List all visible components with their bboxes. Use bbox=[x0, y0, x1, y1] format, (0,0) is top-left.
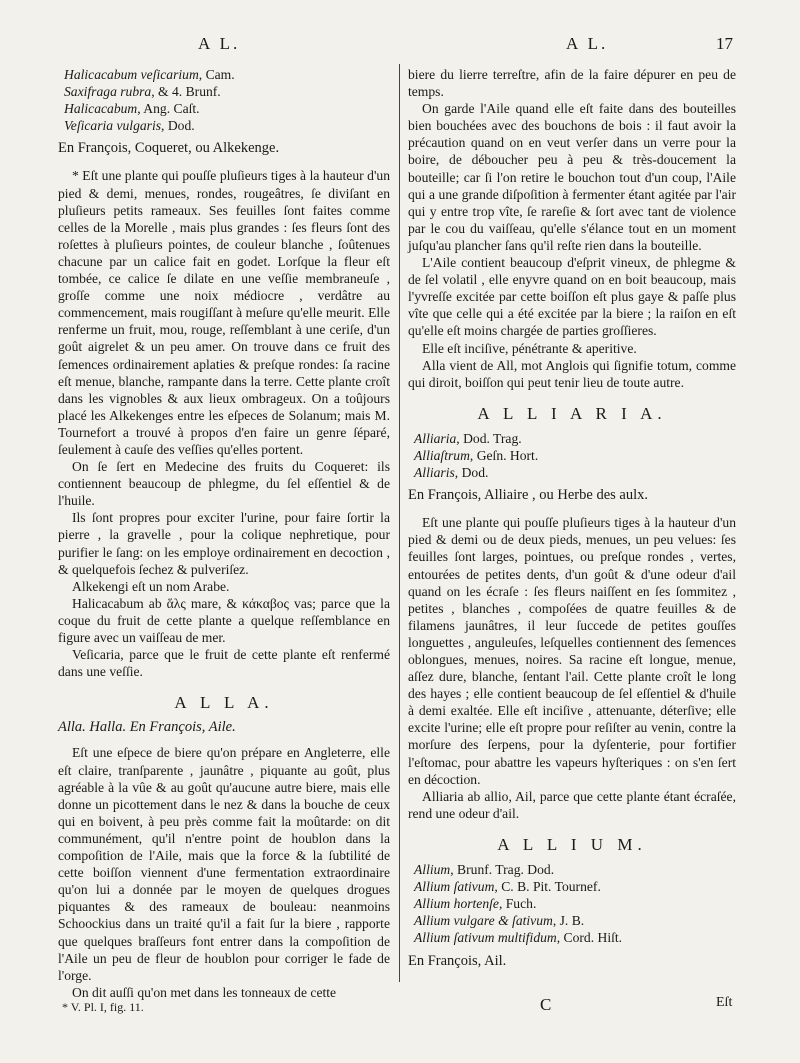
synonym-line: Allium ſativum multifidum, Cord. Hiſt. bbox=[414, 930, 623, 946]
paragraph: Alliaria ab allio, Ail, parce que cette plante étant écraſée, rend une odeur d'ail. bbox=[408, 788, 736, 821]
synonym-line: Alliaria, Dod. Trag. bbox=[414, 430, 522, 446]
paragraph: Elle eſt inciſive, pénétrante & aperitive. bbox=[422, 340, 637, 356]
synonym-line: Veſicaria vulgaris, Dod. bbox=[64, 118, 195, 134]
paragraph: biere du lierre terreſtre, afin de la faire dépurer en peu de temps. bbox=[408, 67, 736, 100]
left-column bbox=[58, 66, 390, 1001]
synonym-line: Halicacabum veſicarium, Cam. bbox=[64, 67, 235, 82]
synonym-line: Allium hortenſe, Fuch. bbox=[414, 896, 537, 912]
entry-heading-alla: A L L A. bbox=[174, 693, 274, 713]
page-number: 17 bbox=[716, 34, 733, 53]
paragraph: On garde l'Aile quand elle eſt faite dans des bouteilles bien bouchées avec des bouchons de bois : il faut avoir la précaution quand on en veut verſer dans un verre pour la boire, de déboucher peu à peu & très-doucement la bouteille; car ſi l'on retire le bouchon tout d'un coup, l'Aile qui a une grande diſpoſition à fermenter étant agitée par l'air qui y entre trop vîte, ſe rareſie & ſort avec tant de violence par le cou du vaiſſeau, qu'elle s'élance tout en un moment juſqu'au plancher ſans qu'il reſte rien dans la bouteille. bbox=[408, 101, 736, 253]
paragraph: Eſt une eſpece de biere qu'on prépare en Angleterre, elle eſt claire, tranſparente , jaunâtre , piquante au goût, plus agréable à la vûe & au goût qu'aucune autre biere, mais elle donne un picottement dans le nez & dans la bouche de ceux qui en boivent, à peu près comme fait la moûtarde: on dit communément, qu'il n'entre point de houblon dans la compoſition de l'Aile, mais que la force & la ſubtilité de cette boiſſon viennent d'une fermentation extraordinaire qu'on lui a donnée par le moyen de quelques drogues piquantes & des rameaux de bouleau: neanmoins Schoockius dans un traité qu'il a fait ſur la biere , rapporte que quelques braſſeurs font entrer dans la compoſition de l'Aile un peu de fleur de houblon pour corriger le fade de l'orge. bbox=[58, 745, 390, 983]
entry-heading-alliaria: A L L I A R I A. bbox=[477, 403, 667, 423]
french-name: En François, Alliaire , ou Herbe des aulx. bbox=[408, 487, 648, 504]
signature-mark: C bbox=[540, 995, 552, 1014]
running-head-right: A L. bbox=[566, 34, 609, 53]
paragraph: Alla vient de All, mot Anglois qui ſignifie totum, comme qui diroit, boiſſon qui peut tenir lieu de toute autre. bbox=[408, 357, 736, 390]
paragraph: On dit auſſi qu'on met dans les tonneaux de cette bbox=[72, 984, 337, 1000]
paragraph: Eſt une plante qui pouſſe pluſieurs tiges à la hauteur d'un pied & demi ou de deux pieds, menues, un peu velues: ſes feuilles ſont larges, pointues, ou preſque rondes , vertes, entourées de petites dents, d'un goût & d'une odeur d'ail quand on les écraſe : ſes fleurs naiſſent en ſes ſommitez , petites , blanches , compoſées de quatre feuilles & de filamens jaunâtres, il leur ſuccede de petites gouſſes longuettes , anguleuſes, leſquelles contiennent des ſemences oblongues, menues, noires. Sa racine eſt longue, menue, aſſez dure, blanche, ſentant l'ail. Cette plante croît le long des hayes ; elle contient beaucoup de ſel eſſentiel & d'huile à demi exaltée. Elle eſt inciſive , attenuante, déterſive; elle excite l'urine; elle eſt propre pour reſiſter au venin, contre la morſure des ſerpens, pour la dyſenterie, pour fortifier l'eſtomac, pour abattre les vapeurs hyſteriques : on s'en ſert en décoction. bbox=[408, 515, 736, 787]
running-head-left: A L. bbox=[198, 34, 241, 53]
synonym-line: Alliaris, Dod. bbox=[414, 465, 489, 481]
paragraph: Ils ſont propres pour exciter l'urine, pour faire ſortir la pierre , la gravelle , pour la colique nephretique, pour purifier le ſang: on les employe ordinairement en decoction , & quelquefois ſechez & pulveriſez. bbox=[58, 510, 390, 577]
catchword: Eſt bbox=[716, 995, 733, 1010]
paragraph: On ſe ſert en Medecine des fruits du Coqueret: ils contiennent beaucoup de phlegme, du ſel eſſentiel & de l'huile. bbox=[58, 459, 390, 509]
paragraph: * Eſt une plante qui pouſſe pluſieurs tiges à la hauteur d'un pied & demi, menues, rondes, rougeâtres, ſe diviſant en pluſieurs petits rameaux. Ses feuilles ſont faites comme celles de la Morelle , mais plus grandes : ſes fleurs ſont des roſettes à pluſieurs pointes, de couleur blanche , ſoûtenues chacune par un calice fait en godet. Lorſque la fleur eſt tombée, ce calice ſe dilate en une veſſie membraneuſe , groſſe comme une noix médiocre , verdâtre au commencement, mais rougiſſant à meſure qu'elle meurit. Elle renferme un fruit, mou, rouge, reſſemblant à une ceriſe, d'un goût aigrelet & un peu amer. On trouve dans ce fruit des ſemences ordinairement aplaties & preſque rondes: ſa racine eſt menue, blanche, rampante dans la terre. Cette plante croît dans les vignobles & aux lieux ombrageux. On a toûjours placé les Alkekenges entre les eſpeces de Solanum; mais M. Tournefort a trouvé à propos d'en faire un genre ſéparé, ſeulement à cauſe des veſſies qu'elles portent. bbox=[58, 168, 390, 457]
column-rule bbox=[399, 64, 400, 982]
synonym-line: Allium, Brunf. Trag. Dod. bbox=[414, 862, 555, 878]
synonym-line: Alliaſtrum, Geſn. Hort. bbox=[414, 447, 539, 463]
footnote: * V. Pl. I, fig. 11. bbox=[62, 1000, 144, 1014]
synonym-line: Allium vulgare & ſativum, J. B. bbox=[414, 913, 585, 929]
right-column bbox=[408, 66, 736, 970]
paragraph: Veſicaria, parce que le fruit de cette plante eſt renfermé dans une veſſie. bbox=[58, 647, 390, 680]
synonym-line: Saxifraga rubra, & 4. Brunf. bbox=[64, 84, 221, 100]
french-name: En François, Coqueret, ou Alkekenge. bbox=[58, 140, 280, 157]
synonym-line: Halicacabum, Ang. Caſt. bbox=[64, 101, 200, 117]
entry-heading-allium: A L L I U M. bbox=[497, 834, 647, 854]
paragraph: Halicacabum ab ἅλς mare, & κάκαβος vas; parce que la coque du fruit de cette plante a quelque reſſemblance en figure avec un vaiſſeau de mer. bbox=[58, 595, 390, 645]
synonym-line: Allium ſativum, C. B. Pit. Tournef. bbox=[414, 879, 601, 895]
paragraph: L'Aile contient beaucoup d'eſprit vineux, de phlegme & de ſel volatil , elle enyvre quand on en boit beaucoup, mais l'yvreſſe excitée par cette boiſſon eſt plus gaye & paſſe plus vîte que celle qui a été excitée par la biere ; la raiſon en eſt qu'elle eſt moins chargée de parties groſſieres. bbox=[408, 255, 736, 339]
paragraph: Alkekengi eſt un nom Arabe. bbox=[72, 578, 230, 594]
alla-names: Alla. Halla. En François, Aile. bbox=[58, 719, 236, 736]
french-name: En François, Ail. bbox=[408, 952, 507, 969]
